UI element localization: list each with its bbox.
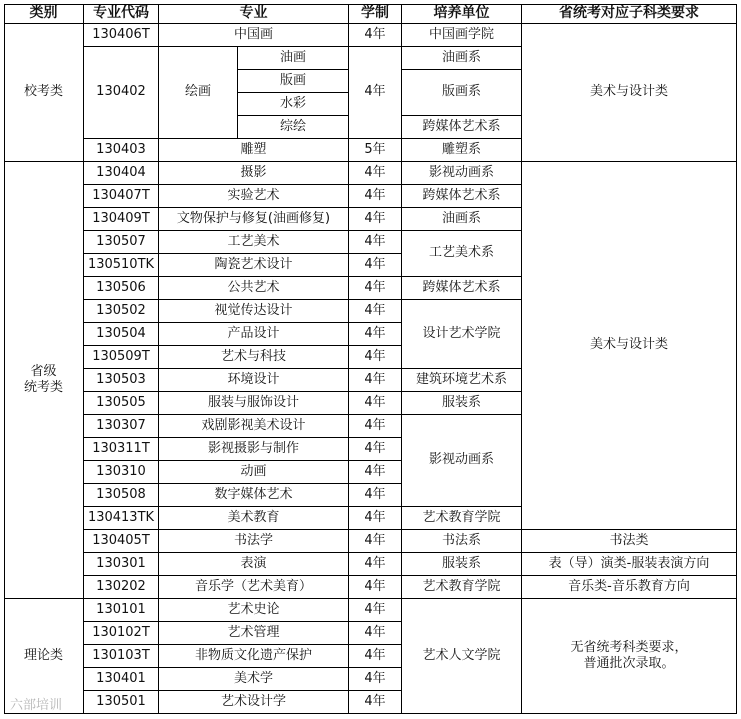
major-cell: 音乐学（艺术美育） (159, 576, 349, 599)
requirement-cell: 美术与设计类 (522, 162, 737, 530)
code-cell: 130509T (84, 346, 159, 369)
years-cell: 4年 (349, 24, 402, 47)
major-cell: 艺术与科技 (159, 346, 349, 369)
code-cell: 130103T (84, 645, 159, 668)
major-cell: 动画 (159, 461, 349, 484)
header-code: 专业代码 (84, 4, 159, 24)
years-cell: 4年 (349, 668, 402, 691)
years-cell: 4年 (349, 484, 402, 507)
unit-cell: 书法系 (402, 530, 522, 553)
major-cell: 艺术设计学 (159, 691, 349, 714)
years-cell: 4年 (349, 254, 402, 277)
sub-major-cell: 油画 (238, 47, 349, 70)
unit-cell: 油画系 (402, 47, 522, 70)
major-cell: 美术教育 (159, 507, 349, 530)
major-cell: 公共艺术 (159, 277, 349, 300)
major-cell: 工艺美术 (159, 231, 349, 254)
code-cell: 130409T (84, 208, 159, 231)
header-requirement: 省统考对应子科类要求 (522, 4, 737, 24)
major-cell: 产品设计 (159, 323, 349, 346)
years-cell: 4年 (349, 162, 402, 185)
years-cell: 4年 (349, 47, 402, 139)
code-cell: 130401 (84, 668, 159, 691)
code-cell: 130510TK (84, 254, 159, 277)
major-cell: 戏剧影视美术设计 (159, 415, 349, 438)
code-cell: 130310 (84, 461, 159, 484)
major-cell: 雕塑 (159, 139, 349, 162)
years-cell: 4年 (349, 530, 402, 553)
major-cell: 影视摄影与制作 (159, 438, 349, 461)
unit-cell: 服装系 (402, 553, 522, 576)
code-cell: 130301 (84, 553, 159, 576)
sub-major-cell: 版画 (238, 70, 349, 93)
major-cell: 陶瓷艺术设计 (159, 254, 349, 277)
header-years: 学制 (349, 4, 402, 24)
years-cell: 4年 (349, 576, 402, 599)
major-cell: 数字媒体艺术 (159, 484, 349, 507)
code-cell: 130102T (84, 622, 159, 645)
code-cell: 130405T (84, 530, 159, 553)
major-table (4, 4, 737, 714)
code-cell: 130406T (84, 24, 159, 47)
code-cell: 130507 (84, 231, 159, 254)
years-cell: 4年 (349, 599, 402, 622)
major-cell: 美术学 (159, 668, 349, 691)
years-cell: 4年 (349, 369, 402, 392)
years-cell: 4年 (349, 507, 402, 530)
code-cell: 130508 (84, 484, 159, 507)
code-cell: 130307 (84, 415, 159, 438)
major-cell: 表演 (159, 553, 349, 576)
unit-cell: 跨媒体艺术系 (402, 277, 522, 300)
unit-cell: 油画系 (402, 208, 522, 231)
years-cell: 4年 (349, 300, 402, 323)
requirement-cell: 美术与设计类 (522, 24, 737, 162)
unit-cell: 服装系 (402, 392, 522, 415)
code-cell: 130311T (84, 438, 159, 461)
unit-cell: 中国画学院 (402, 24, 522, 47)
years-cell: 5年 (349, 139, 402, 162)
unit-cell: 跨媒体艺术系 (402, 185, 522, 208)
category-theory: 理论类 (4, 599, 84, 714)
unit-cell: 雕塑系 (402, 139, 522, 162)
code-cell: 130404 (84, 162, 159, 185)
years-cell: 4年 (349, 208, 402, 231)
code-cell: 130505 (84, 392, 159, 415)
major-cell: 艺术史论 (159, 599, 349, 622)
years-cell: 4年 (349, 346, 402, 369)
requirement-cell: 无省统考科类要求， 普通批次录取。 (522, 599, 737, 714)
years-cell: 4年 (349, 691, 402, 714)
years-cell: 4年 (349, 461, 402, 484)
unit-cell: 版画系 (402, 70, 522, 116)
sub-major-cell: 水彩 (238, 93, 349, 116)
header-unit: 培养单位 (402, 4, 522, 24)
unit-cell: 建筑环境艺术系 (402, 369, 522, 392)
code-cell: 130506 (84, 277, 159, 300)
major-cell: 实验艺术 (159, 185, 349, 208)
years-cell: 4年 (349, 277, 402, 300)
unit-cell: 跨媒体艺术系 (402, 116, 522, 139)
unit-cell: 设计艺术学院 (402, 300, 522, 369)
years-cell: 4年 (349, 231, 402, 254)
header-major: 专业 (159, 4, 349, 24)
years-cell: 4年 (349, 553, 402, 576)
major-cell: 环境设计 (159, 369, 349, 392)
code-cell: 130407T (84, 185, 159, 208)
unit-cell: 艺术教育学院 (402, 507, 522, 530)
code-cell: 130403 (84, 139, 159, 162)
code-cell: 130202 (84, 576, 159, 599)
major-cell: 服装与服饰设计 (159, 392, 349, 415)
code-cell: 130502 (84, 300, 159, 323)
category-school-exam: 校考类 (4, 24, 84, 162)
major-cell: 视觉传达设计 (159, 300, 349, 323)
major-cell: 绘画 (159, 47, 238, 139)
code-cell: 130101 (84, 599, 159, 622)
requirement-cell: 音乐类-音乐教育方向 (522, 576, 737, 599)
years-cell: 4年 (349, 438, 402, 461)
major-cell: 文物保护与修复(油画修复) (159, 208, 349, 231)
years-cell: 4年 (349, 323, 402, 346)
sub-major-cell: 综绘 (238, 116, 349, 139)
major-cell: 书法学 (159, 530, 349, 553)
major-cell: 中国画 (159, 24, 349, 47)
code-cell: 130503 (84, 369, 159, 392)
years-cell: 4年 (349, 392, 402, 415)
code-cell: 130504 (84, 323, 159, 346)
header-category: 类别 (4, 4, 84, 24)
major-cell: 非物质文化遗产保护 (159, 645, 349, 668)
years-cell: 4年 (349, 645, 402, 668)
years-cell: 4年 (349, 415, 402, 438)
unit-cell: 艺术教育学院 (402, 576, 522, 599)
unit-cell: 工艺美术系 (402, 231, 522, 277)
years-cell: 4年 (349, 622, 402, 645)
major-cell: 艺术管理 (159, 622, 349, 645)
watermark: 六部培训 (10, 698, 63, 713)
requirement-cell: 表（导）演类-服装表演方向 (522, 553, 737, 576)
major-cell: 摄影 (159, 162, 349, 185)
unit-cell: 影视动画系 (402, 415, 522, 507)
code-cell: 130413TK (84, 507, 159, 530)
requirement-cell: 书法类 (522, 530, 737, 553)
category-provincial-exam: 省级 统考类 (4, 162, 84, 599)
unit-cell: 艺术人文学院 (402, 599, 522, 714)
code-cell: 130402 (84, 47, 159, 139)
unit-cell: 影视动画系 (402, 162, 522, 185)
years-cell: 4年 (349, 185, 402, 208)
code-cell: 130501 (84, 691, 159, 714)
